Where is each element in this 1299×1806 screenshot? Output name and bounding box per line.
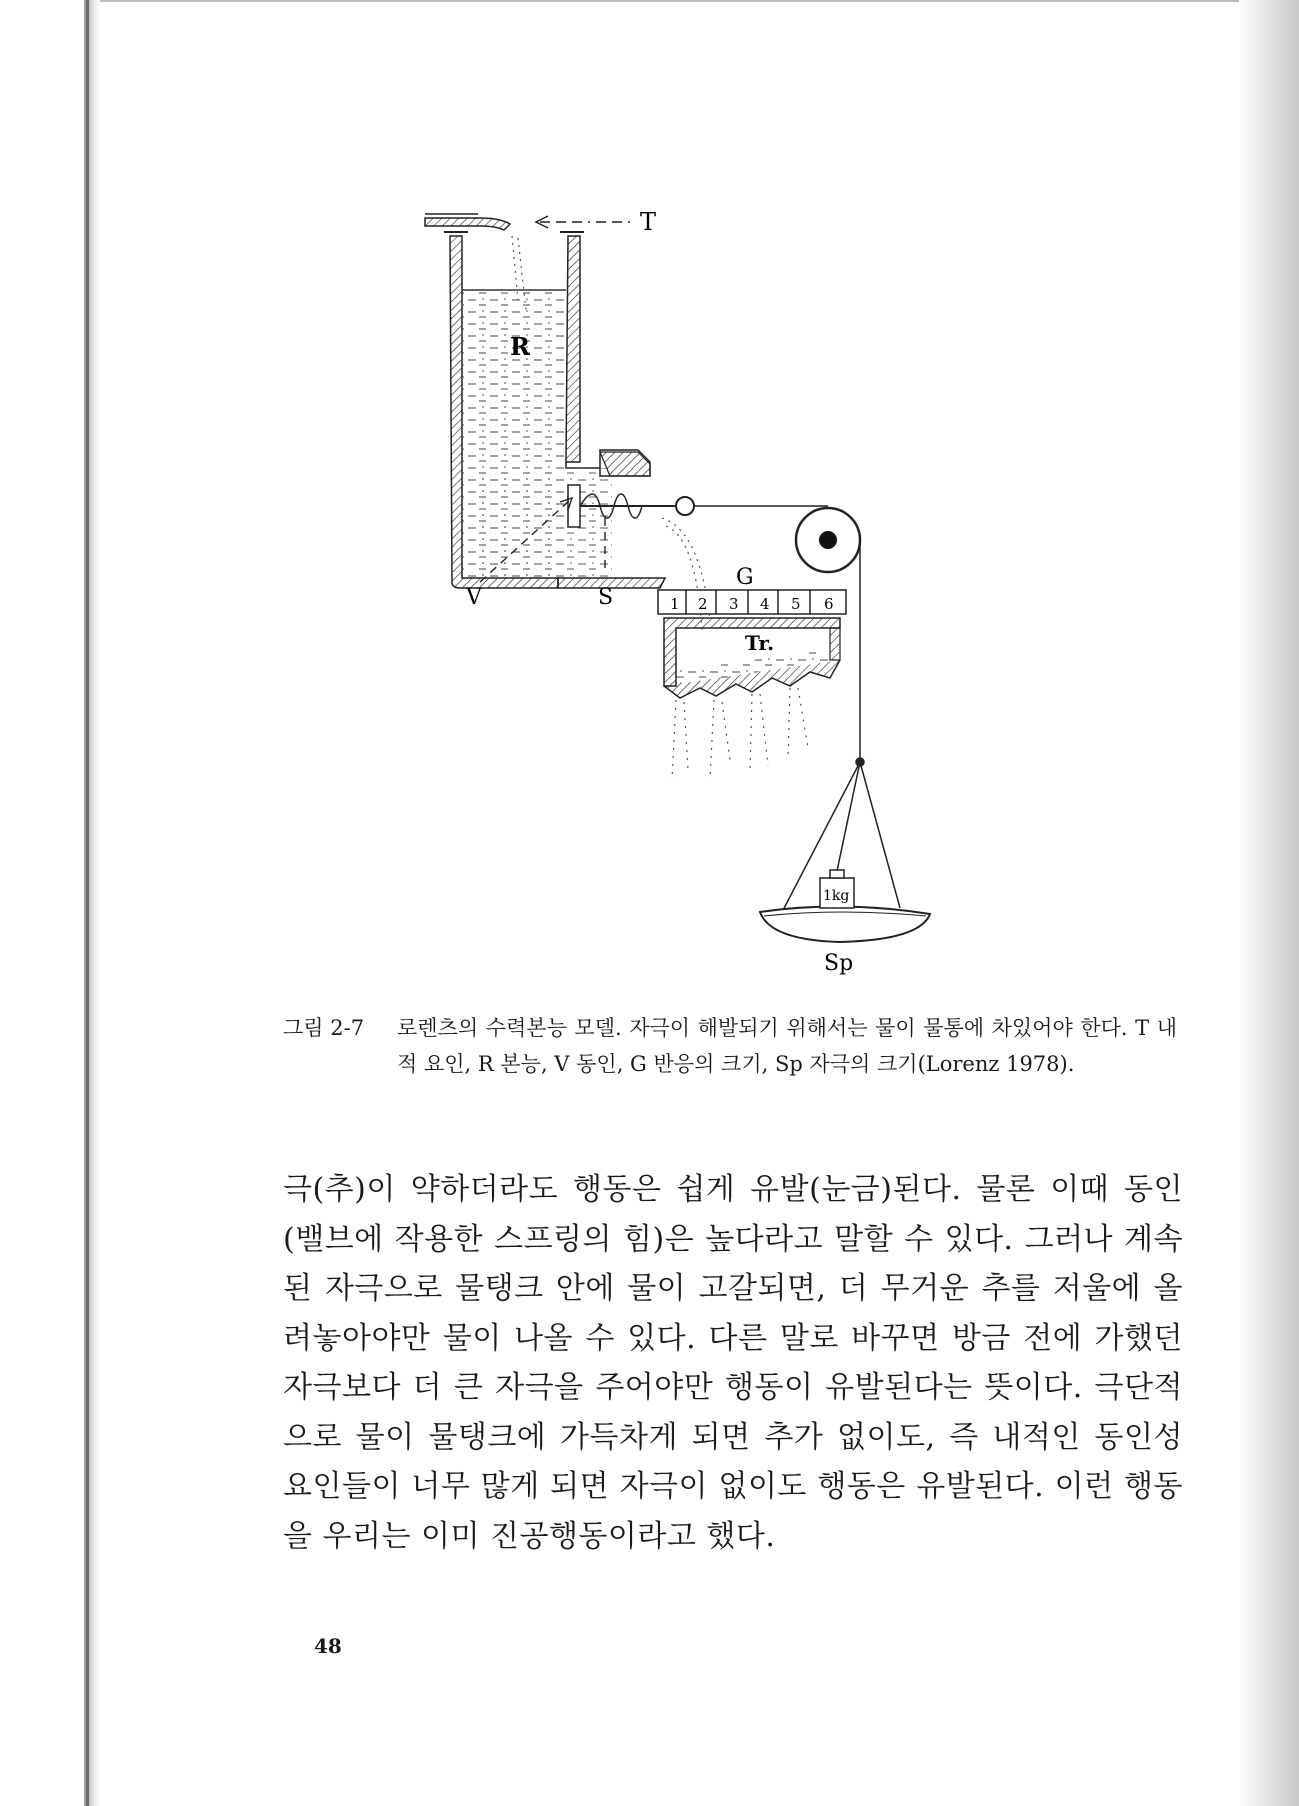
pulley xyxy=(796,508,860,758)
page-top-edge xyxy=(86,0,1299,2)
scale-number-3: 3 xyxy=(729,595,739,613)
label-r: R xyxy=(510,332,530,361)
figure-number: 그림 2-7 xyxy=(283,1016,365,1040)
scale-number-6: 6 xyxy=(824,595,834,613)
label-g: G xyxy=(736,565,754,590)
figure-diagram xyxy=(400,200,1100,1000)
reservoir xyxy=(444,232,665,588)
body-paragraph: 극(추)이 약하더라도 행동은 쉽게 유발(눈금)된다. 물론 이때 동인(밸브에 작용한 스프링의 힘)은 높다라고 말할 수 있다. 그러나 계속된 자극으로 물탱크 안에 물이 고갈되면, 더 무거운 추를 저울에 올려놓아야만 물이 나올 수 있다. 다른 말로 바꾸면 방금 전에 가했던 자극보다 더 큰 자극을 주어야만 행동이 유발된다는 뜻이다. 극단적으로 물이 물탱크에 가득차게 되면 추가 없이도, 즉 내적인 동인성 요인들이 너무 많게 되면 자극이 없이도 행동은 유발된다. 이런 행동을 우리는 이미 진공행동이라고 했다. xyxy=(283,1172,1183,1554)
scale-pan xyxy=(760,758,930,942)
label-tr: Tr. xyxy=(745,631,775,655)
page-number: 48 xyxy=(314,1634,342,1658)
lorenz-hydraulic-model-figure xyxy=(400,200,1100,1000)
tap-pipe xyxy=(425,214,510,230)
scale-number-1: 1 xyxy=(670,595,680,613)
scale-number-5: 5 xyxy=(791,595,801,613)
label-weight: 1kg xyxy=(823,888,850,904)
label-v: V xyxy=(466,585,482,610)
body-text xyxy=(283,1165,1183,1561)
trough xyxy=(664,618,840,698)
t-pointer-arrow xyxy=(536,216,630,228)
water-spray xyxy=(672,688,808,780)
scale-number-4: 4 xyxy=(760,595,770,613)
label-sp: Sp xyxy=(824,951,854,976)
label-t: T xyxy=(640,208,657,236)
weight-1kg xyxy=(820,870,854,908)
scale-number-2: 2 xyxy=(698,595,708,613)
page-right-shadow xyxy=(1239,0,1299,1806)
page-left-edge xyxy=(86,0,89,1806)
scale-ruler xyxy=(658,590,846,614)
figure-caption-text: 로렌츠의 수력본능 모델. 자극이 해발되기 위해서는 물이 물통에 차있어야 한다. T 내적 요인, R 본능, V 동인, G 반응의 크기, Sp 자극의 크기(Lorenz 1978). xyxy=(397,1016,1177,1076)
label-s: S xyxy=(598,585,614,610)
